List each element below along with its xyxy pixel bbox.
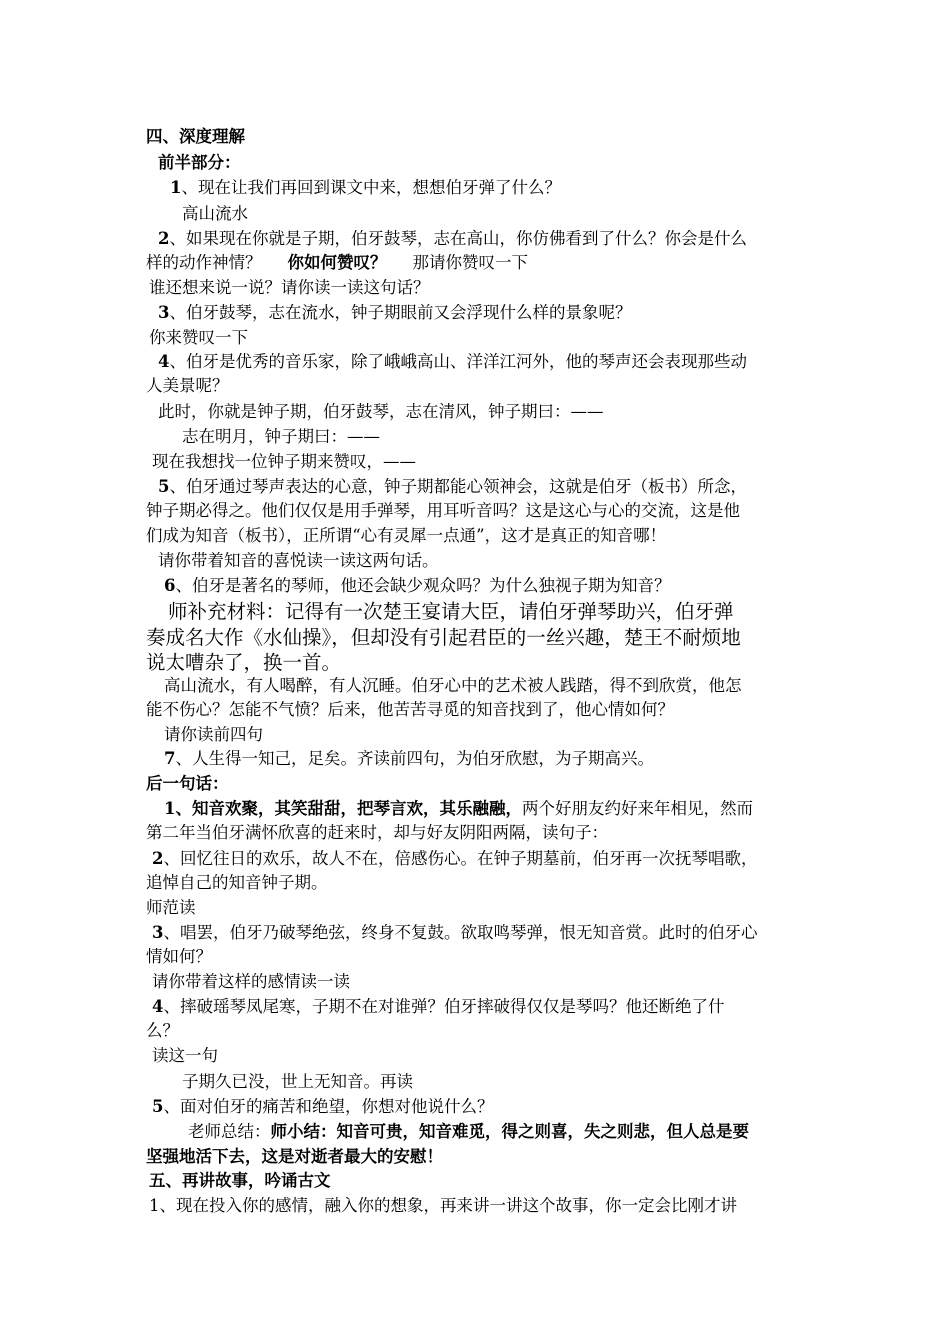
question-4-line-4: 志在明月，钟子期曰：—— — [182, 427, 380, 446]
point-text: 、唱罢，伯牙乃破琴绝弦，终身不复鼓。欲取鸣琴弹，恨无知音赏。此时的伯牙心 — [163, 923, 758, 942]
question-number: 7 — [164, 749, 176, 768]
point-3-line-2: 情如何？ — [146, 947, 212, 966]
point-number: 3 — [152, 923, 164, 942]
section-5-heading: 五、再讲故事，吟诵古文 — [149, 1171, 331, 1190]
question-4-line-1 — [158, 351, 747, 373]
point-number: 5 — [152, 1097, 164, 1116]
question-text: 、伯牙是著名的琴师，他还会缺少观众吗？为什么独视子期为知音？ — [175, 576, 671, 595]
point-text: 、摔破瑶琴凤尾寒，子期不在对谁弹？伯牙摔破得仅仅是琴吗？他还断绝了什 — [163, 997, 725, 1016]
point-text: 、面对伯牙的痛苦和绝望，你想对他说什么？ — [163, 1097, 494, 1116]
text-segment: 两个好朋友约好来年相见，然而 — [521, 799, 753, 818]
point-text: 、回忆往日的欢乐，故人不在，倍感伤心。在钟子期墓前，伯牙再一次抚琴唱歌， — [163, 849, 758, 868]
point-number: 2 — [152, 849, 164, 868]
question-2-line-2 — [146, 252, 528, 274]
question-number: 1 — [170, 178, 182, 197]
point-4-line-3: 读这一句 — [152, 1046, 218, 1065]
question-3-follow: 你来赞叹一下 — [149, 328, 248, 347]
point-1-line-1 — [164, 798, 753, 820]
question-4-line-5: 现在我想找一位钟子期来赞叹，—— — [152, 452, 416, 471]
point-1-line-2: 第二年当伯牙满怀欣喜的赶来时，却与好友阴阳两隔，读句子： — [146, 823, 608, 842]
question-text: 、伯牙是优秀的音乐家，除了峨峨高山、洋洋江河外，他的琴声还会表现那些动 — [169, 352, 747, 371]
point-2-line-2: 追悼自己的知音钟子期。 — [146, 873, 328, 892]
point-4-line-1 — [152, 996, 724, 1018]
question-7 — [164, 748, 654, 770]
question-4-line-3: 此时，你就是钟子期，伯牙鼓琴，志在清风，钟子期曰：—— — [158, 402, 604, 421]
question-number: 3 — [158, 303, 170, 322]
question-6-line-6: 请你读前四句 — [164, 725, 263, 744]
point-5 — [152, 1096, 493, 1118]
question-number: 4 — [158, 352, 170, 371]
point-number: 4 — [152, 997, 164, 1016]
question-6-line-5: 能不伤心？怎能不气愤？后来，他苦苦寻觅的知音找到了，他心情如何？ — [146, 700, 674, 719]
question-text: 、伯牙鼓琴，志在流水，钟子期眼前又会浮现什么样的景象呢？ — [169, 303, 632, 322]
question-4-line-2: 人美景呢？ — [146, 376, 229, 395]
question-5-line-2: 钟子期必得之。他们仅仅是用手弹琴，用耳听音吗？这是这心与心的交流，这是他 — [146, 501, 740, 520]
bold-text: 1、知音欢聚，其笑甜甜，把琴言欢，其乐融融， — [164, 799, 522, 818]
question-number: 5 — [158, 477, 170, 496]
point-3-line-1 — [152, 922, 757, 944]
bold-text: 师小结：知音可贵，知音难觅，得之则喜，失之则悲，但人总是要 — [270, 1122, 749, 1141]
question-5-line-1 — [158, 476, 747, 498]
teacher-summary-line-2: 坚强地活下去，这是对逝者最大的安慰！ — [146, 1147, 443, 1166]
section-4-heading: 四、深度理解 — [146, 127, 245, 146]
point-4-line-4: 子期久已没，世上无知音。再读 — [182, 1072, 413, 1091]
point-2-line-1 — [152, 848, 757, 870]
first-half-label: 前半部分： — [158, 153, 241, 172]
question-1 — [170, 177, 561, 199]
answer-1: 高山流水 — [182, 204, 248, 223]
question-2-line-1 — [158, 228, 747, 250]
question-text: 、现在让我们再回到课文中来，想想伯牙弹了什么？ — [181, 178, 561, 197]
question-number: 6 — [164, 576, 176, 595]
question-6 — [164, 575, 670, 597]
bold-prompt: 你如何赞叹？ — [287, 253, 387, 272]
question-5-line-3: 们成为知音（板书），正所谓“心有灵犀一点通”，这才是真正的知音哪！ — [146, 526, 667, 545]
second-half-label: 后一句话： — [146, 774, 229, 793]
supplement-line-1: 师补充材料：记得有一次楚王宴请大臣，请伯牙弹琴助兴，伯牙弹 — [168, 600, 734, 623]
question-3 — [158, 302, 631, 324]
question-number: 2 — [158, 229, 170, 248]
question-6-line-4: 高山流水，有人喝醉，有人沉睡。伯牙心中的艺术被人践踏，得不到欣赏，他怎 — [164, 676, 742, 695]
question-5-line-4: 请你带着知音的喜悦读一读这两句话。 — [158, 551, 439, 570]
text-segment: 老师总结： — [188, 1122, 271, 1141]
question-text: 、伯牙通过琴声表达的心意，钟子期都能心领神会，这就是伯牙（板书）所念， — [169, 477, 747, 496]
question-text: 、人生得一知己，足矣。齐读前四句，为伯牙欣慰，为子期高兴。 — [175, 749, 654, 768]
text-segment: 样的动作神情？ — [146, 253, 262, 272]
teacher-reads: 师范读 — [146, 898, 196, 917]
point-4-line-2: 么？ — [146, 1021, 179, 1040]
text-segment: 那请你赞叹一下 — [412, 253, 528, 272]
supplement-line-2: 奏成名大作《水仙操》，但却没有引起君臣的一丝兴趣，楚王不耐烦地 — [146, 626, 741, 649]
question-2-line-3: 谁还想来说一说？请你读一读这句话？ — [149, 278, 430, 297]
supplement-line-3: 说太嘈杂了，换一首。 — [146, 651, 342, 674]
point-3-line-3: 请你带着这样的感情读一读 — [152, 972, 350, 991]
teacher-summary-line-1 — [188, 1121, 749, 1143]
question-text: 、如果现在你就是子期，伯牙鼓琴，志在高山，你仿佛看到了什么？你会是什么 — [169, 229, 747, 248]
section-5-line-1: 1、现在投入你的感情，融入你的想象，再来讲一讲这个故事，你一定会比刚才讲 — [149, 1196, 737, 1215]
